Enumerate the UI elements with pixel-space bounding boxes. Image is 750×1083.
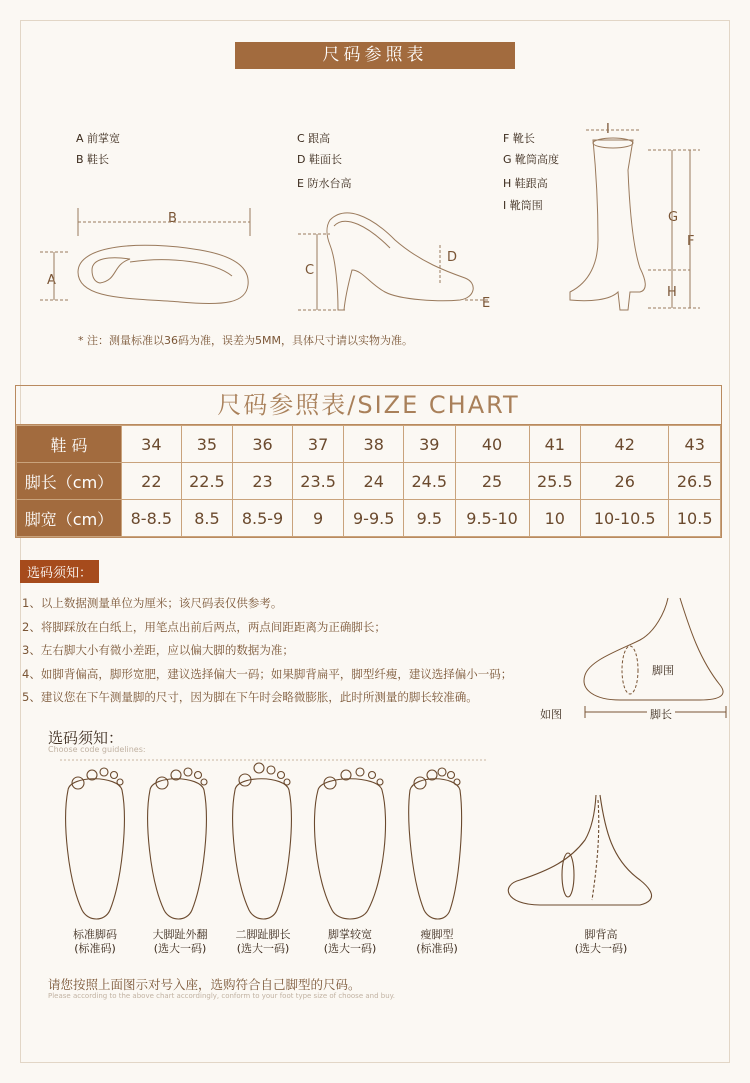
size-cell: 24	[344, 463, 404, 500]
foot-label-bunion	[135, 928, 225, 956]
size-cell: 25	[455, 463, 529, 500]
size-cell: 22	[122, 463, 182, 500]
foot-wide	[314, 779, 385, 919]
tip-item: 2、将脚踩放在白纸上，用笔点出前后两点，两点间距距离为正确脚长；	[22, 619, 386, 634]
foot-label-narrow	[392, 928, 482, 956]
size-cell: 42	[581, 426, 669, 463]
foot-label-wide	[305, 928, 395, 956]
size-cell: 9.5-10	[455, 500, 529, 537]
page-title: 尺码参照表	[235, 42, 515, 69]
size-cell: 10-10.5	[581, 500, 669, 537]
size-cell: 8.5-9	[233, 500, 293, 537]
label-boot-length: F 靴长	[503, 132, 535, 145]
size-cell: 34	[122, 426, 182, 463]
tips-list	[22, 592, 512, 710]
foot-label-standard	[50, 928, 140, 956]
foot-bunion	[148, 779, 207, 919]
size-cell: 25.5	[529, 463, 581, 500]
letter-f: F	[687, 234, 695, 249]
guide-footer-en: Please according to the above chart accordingly, conform to your foot type size of choose and buy.	[48, 992, 396, 1000]
size-cell: 24.5	[404, 463, 456, 500]
foot-advice: (选大一码)	[236, 942, 290, 955]
size-cell: 26.5	[669, 463, 721, 500]
size-cell: 43	[669, 426, 721, 463]
label-boot-heel-height: H 鞋跟高	[503, 177, 548, 190]
label-shaft-circumference: I 靴筒围	[503, 199, 543, 212]
high-heel-outline	[327, 213, 473, 310]
size-cell: 26	[581, 463, 669, 500]
foot-label-high-instep	[556, 928, 646, 956]
letter-c: C	[305, 263, 315, 278]
flat-shoe-outline	[78, 245, 248, 303]
label-forefoot-width: A 前掌宽	[76, 132, 121, 145]
size-chart-title: 尺码参照表/SIZE CHART	[16, 386, 721, 425]
size-table	[16, 425, 721, 537]
label-foot-girth: 脚围	[652, 664, 674, 677]
row-header: 鞋 码	[17, 426, 122, 463]
letter-i: I	[606, 122, 610, 137]
size-cell: 23	[233, 463, 293, 500]
size-cell: 38	[344, 426, 404, 463]
label-heel-height: C 跟高	[297, 132, 331, 145]
size-cell: 40	[455, 426, 529, 463]
foot-advice: (选大一码)	[574, 942, 628, 955]
size-row	[17, 463, 721, 500]
letter-a: A	[47, 273, 56, 288]
label-platform-height: E 防水台高	[297, 177, 352, 190]
boot-outline	[570, 140, 645, 310]
label-shoe-length: B 鞋长	[76, 153, 110, 166]
letter-g: G	[668, 210, 679, 225]
measurement-note: * 注：测量标准以36码为准，误差为5MM，具体尺寸请以实物为准。	[78, 334, 413, 347]
size-cell: 9-9.5	[344, 500, 404, 537]
foot-advice: (选大一码)	[323, 942, 377, 955]
foot-name: 瘦脚型	[420, 928, 454, 941]
size-cell: 35	[181, 426, 233, 463]
row-header: 脚长（cm）	[17, 463, 122, 500]
guide-subtitle: Choose code guidelines:	[48, 745, 146, 754]
foot-high-instep	[508, 795, 651, 905]
foot-measure-figure	[584, 598, 723, 700]
foot-narrow	[409, 779, 462, 919]
foot-name: 大脚趾外翻	[152, 928, 208, 941]
guide-title: 选码须知：	[48, 729, 124, 747]
tip-item: 1、以上数据测量单位为厘米；该尺码表仅供参考。	[22, 596, 283, 610]
size-cell: 23.5	[292, 463, 344, 500]
letter-d: D	[447, 250, 458, 265]
size-cell: 37	[292, 426, 344, 463]
size-cell: 41	[529, 426, 581, 463]
size-cell: 22.5	[181, 463, 233, 500]
size-row	[17, 426, 721, 463]
letter-h: H	[667, 285, 677, 300]
label-vamp-length: D 鞋面长	[297, 153, 342, 166]
size-chart	[15, 385, 722, 538]
size-cell: 10	[529, 500, 581, 537]
foot-advice: (标准码)	[74, 942, 116, 955]
letter-e: E	[482, 296, 491, 311]
tip-item: 3、左右脚大小有微小差距，应以偏大脚的数据为准；	[22, 643, 294, 657]
size-row	[17, 500, 721, 537]
foot-advice: (选大一码)	[153, 942, 207, 955]
tip-item: 5、建议您在下午测量脚的尺寸，因为脚在下午时会略微膨胀，此时所测量的脚长较准确。	[22, 690, 478, 704]
foot-name: 二脚趾脚长	[235, 928, 291, 941]
tips-badge: 选码须知：	[20, 560, 99, 583]
label-as-shown: 如图	[540, 708, 562, 721]
guide-footer: 请您按照上面图示对号入座，选购符合自己脚型的尺码。	[48, 977, 361, 992]
row-header: 脚宽（cm）	[17, 500, 122, 537]
size-cell: 9.5	[404, 500, 456, 537]
foot-name: 标准脚码	[73, 928, 117, 941]
size-cell: 8-8.5	[122, 500, 182, 537]
size-cell: 36	[233, 426, 293, 463]
size-cell: 39	[404, 426, 456, 463]
size-cell: 10.5	[669, 500, 721, 537]
foot-name: 脚背高	[584, 928, 618, 941]
letter-b: B	[168, 211, 177, 226]
foot-advice: (标准码)	[416, 942, 458, 955]
tip-item: 4、如脚背偏高，脚形宽肥，建议选择偏大一码；如果脚背扁平，脚型纤瘦，建议选择偏小一码；	[22, 666, 513, 681]
size-cell: 8.5	[181, 500, 233, 537]
size-cell: 9	[292, 500, 344, 537]
label-shaft-height: G 靴筒高度	[503, 153, 560, 166]
foot-name: 脚掌较宽	[328, 928, 372, 941]
foot-long-second-toe	[233, 779, 292, 919]
foot-label-long-second-toe	[218, 928, 308, 956]
foot-standard	[66, 779, 125, 919]
label-foot-length: 脚长	[647, 706, 675, 722]
